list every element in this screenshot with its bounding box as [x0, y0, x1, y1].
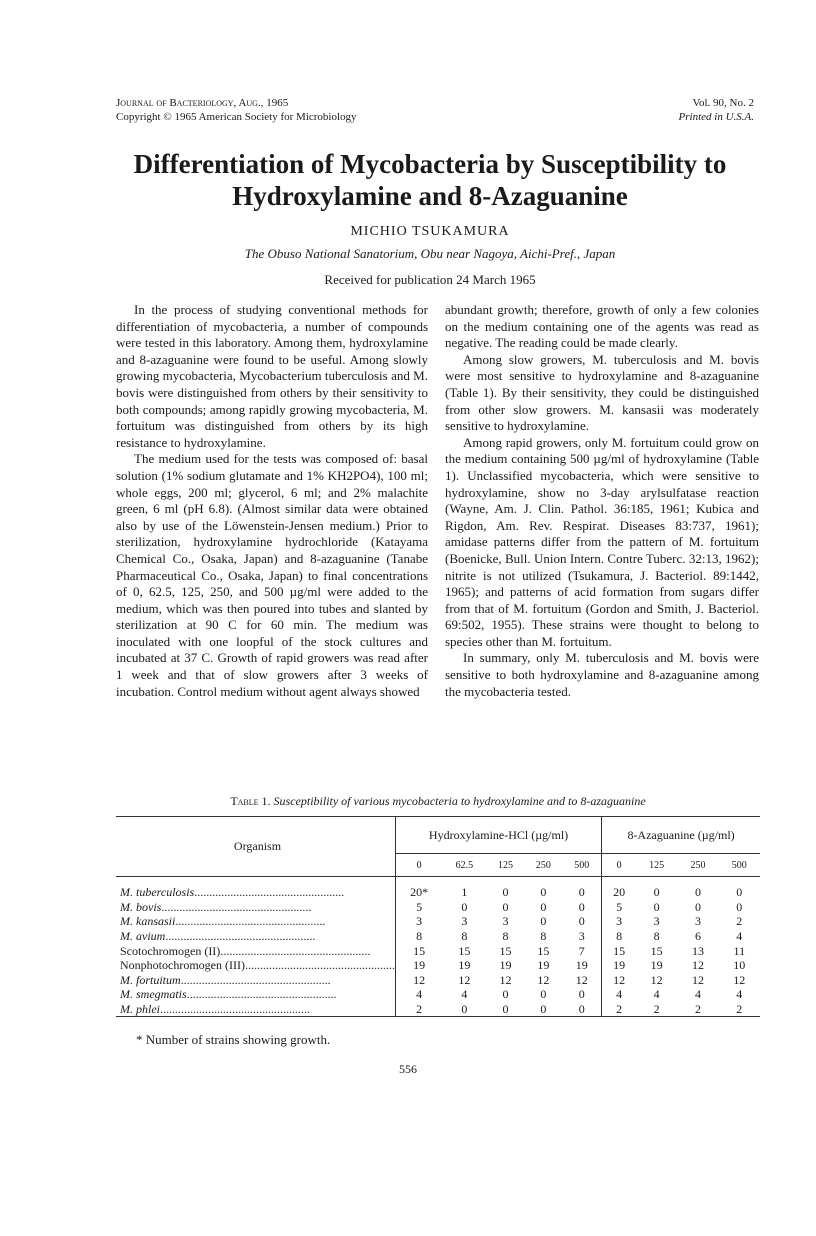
azaguanine-value: 3 [653, 914, 660, 929]
hydroxylamine-value: 3 [461, 914, 468, 929]
running-header-right [679, 96, 754, 124]
hydroxylamine-value: 3 [502, 914, 509, 929]
organism-header: Organism [233, 839, 282, 853]
journal-citation: Journal of Bacteriology, Aug., 1965 [116, 97, 289, 109]
hydroxylamine-value: 0 [502, 885, 509, 900]
hydroxylamine-value: 15 [395, 943, 442, 958]
organism-cell: M. kansasii.................................................. [120, 914, 326, 929]
hydroxylamine-value: 19 [395, 958, 442, 973]
organism-cell: Nonphotochromogen (III).................................................. [120, 958, 395, 973]
table-row [116, 987, 760, 1002]
hydroxylamine-header: Hydroxylamine-HCl (µg/ml) [395, 817, 601, 854]
table-footnote: * Number of strains showing growth. [136, 1032, 331, 1047]
hydroxylamine-value: 0 [461, 899, 468, 914]
paragraph: The medium used for the tests was composed of: basal solution (1% sodium glutamate and 1% KH2PO4), 100 ml; whole eggs, 200 ml; glycerol, 6 ml; and 2% malachite green, 6 ml (pH 6.8). (Almost similar data were obtained also by use of the Löwenstein-Jensen medium.) Prior to sterilization, hydroxylamine hydrochloride (Katayama Chemical Co., Osaka, Japan) and 8-azaguanine (Tanabe Pharmaceutical Co., Osaka, Japan) to final concentrations of 0, 62.5, 125, 250, and 500 µg/ml were added to the medium, which was then poured into tubes and slanted by sterilization at 90 C for 60 min. The medium was inoculated with one loopful of the stock cultures and incubated at 37 C. Growth of rapid growers was read after 1 week and that of slow growers after 3 weeks of incubation. Control medium without agent always showed [116, 451, 428, 699]
right-column [445, 302, 759, 700]
received-date: Received for publication 24 March 1965 [324, 272, 536, 287]
hydroxylamine-value: 0 [578, 885, 585, 900]
hydroxylamine-value: 15 [537, 943, 550, 958]
azaguanine-value: 12 [733, 972, 746, 987]
hydroxylamine-value: 19 [499, 958, 512, 973]
left-column [116, 302, 428, 700]
azaguanine-value: 0 [736, 885, 743, 900]
organism-name: Scotochromogen (II) [120, 943, 221, 958]
azaguanine-value: 12 [650, 972, 663, 987]
printed-in: Printed in U.S.A. [678, 111, 754, 123]
organism-cell: M. phlei.................................................. [116, 1002, 395, 1017]
azaguanine-value: 19 [650, 958, 663, 973]
hydroxylamine-conc-header: 0 [395, 854, 442, 877]
table-row [116, 973, 760, 988]
hydroxylamine-value: 15 [458, 943, 471, 958]
hydroxylamine-value: 0 [540, 987, 547, 1002]
azaguanine-value: 10 [733, 958, 746, 973]
running-header-left [116, 96, 357, 124]
hydroxylamine-value: 12 [395, 973, 442, 988]
azaguanine-value: 19 [602, 958, 636, 973]
hydroxylamine-value: 0 [540, 885, 547, 900]
article-title [90, 148, 770, 212]
hydroxylamine-value: 0 [502, 899, 509, 914]
hydroxylamine-value: 12 [458, 972, 471, 987]
organism-cell: M. smegmatis.................................................. [120, 987, 337, 1002]
hydroxylamine-value: 19 [458, 958, 471, 973]
organism-name: M. phlei [120, 1002, 160, 1017]
table-row [116, 1002, 760, 1017]
hydroxylamine-value: 8 [395, 929, 442, 944]
hydroxylamine-value: 0 [578, 987, 585, 1002]
hydroxylamine-value: 19 [575, 958, 588, 973]
hydroxylamine-value: 8 [540, 929, 547, 944]
azaguanine-value: 0 [653, 899, 660, 914]
page-number: 556 [399, 1062, 417, 1076]
paragraph: Among rapid growers, only M. fortuitum could grow on the medium containing 500 µg/ml of hydroxylamine (Table 1). Unclassified mycobacteria, which were sensitive to hydroxylamine, show no 3-day arylsulfatase reaction (Wayne, Am. J. Clin. Pathol. 36:185, 1961; Kubica and Rigdon, Am. Rev. Respirat. Diseases 83:737, 1961); amidase patterns differ from the pattern of M. fortuitum (Boenicke, Bull. Union Intern. Contre Tuberc. 32:13, 1962); nitrite is not utilized (Tsukamura, J. Bacteriol. 89:1442, 1965); and patterns of acid formation from sugars differ from that of M. fortuitum (Gordon and Smith, J. Bacteriol. 69:502, 1955). These strains were thought to belong to species other than M. fortuitum. [445, 434, 759, 649]
hydroxylamine-value: 1 [461, 885, 468, 900]
volume-issue: Vol. 90, No. 2 [692, 97, 754, 109]
table-header-row [116, 817, 760, 854]
organism-name: Nonphotochromogen (III) [120, 958, 245, 973]
organism-name: M. smegmatis [120, 987, 187, 1002]
table-row [116, 900, 760, 915]
azaguanine-value: 13 [691, 943, 704, 958]
hydroxylamine-value: 0 [562, 1002, 601, 1017]
azaguanine-value: 2 [677, 1002, 718, 1017]
organism-name: M. fortuitum [120, 972, 181, 987]
organism-cell: M. avium.................................................. [120, 929, 316, 944]
hydroxylamine-value: 12 [575, 972, 588, 987]
organism-cell: M. fortuitum.................................................. [120, 972, 331, 987]
table-row [116, 958, 760, 973]
azaguanine-header: 8-Azaguanine (µg/ml) [602, 817, 760, 854]
hydroxylamine-value: 7 [578, 943, 585, 958]
hydroxylamine-value: 19 [537, 958, 550, 973]
organism-name: M. avium [120, 929, 166, 944]
azaguanine-value: 3 [602, 914, 636, 929]
hydroxylamine-value: 12 [499, 972, 512, 987]
table-row [116, 943, 760, 958]
azaguanine-value: 12 [602, 973, 636, 988]
hydroxylamine-value: 12 [537, 972, 550, 987]
table-row [116, 914, 760, 929]
azaguanine-value: 15 [602, 943, 636, 958]
azaguanine-value: 8 [653, 929, 660, 944]
azaguanine-conc-header: 125 [636, 854, 677, 877]
hydroxylamine-value: 0 [578, 899, 585, 914]
copyright-line: Copyright © 1965 American Society for Microbiology [116, 111, 357, 123]
hydroxylamine-value: 3 [395, 914, 442, 929]
hydroxylamine-value: 0 [540, 914, 547, 929]
azaguanine-value: 2 [736, 914, 743, 929]
azaguanine-value: 2 [636, 1002, 677, 1017]
hydroxylamine-value: 0 [524, 1002, 562, 1017]
table-row [116, 929, 760, 944]
azaguanine-value: 4 [653, 987, 660, 1002]
hydroxylamine-value: 0 [442, 1002, 486, 1017]
azaguanine-value: 6 [694, 929, 701, 944]
azaguanine-value: 8 [602, 929, 636, 944]
paragraph: In summary, only M. tuberculosis and M. bovis were sensitive to both hydroxylamine and 8-azaguanine among the mycobacteria tested. [445, 650, 759, 699]
azaguanine-conc-header: 500 [719, 854, 760, 877]
hydroxylamine-value: 15 [499, 943, 512, 958]
azaguanine-value: 2 [719, 1002, 760, 1017]
azaguanine-value: 12 [691, 958, 704, 973]
table-caption [116, 794, 760, 809]
hydroxylamine-value: 4 [395, 987, 442, 1002]
title-line-2: Hydroxylamine and 8-Azaguanine [232, 181, 628, 211]
organism-cell: Scotochromogen (II).................................................. [120, 943, 371, 958]
hydroxylamine-value: 0 [578, 914, 585, 929]
author-name: MICHIO TSUKAMURA [350, 224, 510, 239]
azaguanine-value: 0 [694, 885, 701, 900]
hydroxylamine-value: 2 [395, 1002, 442, 1017]
hydroxylamine-value: 5 [395, 900, 442, 915]
azaguanine-value: 3 [694, 914, 701, 929]
hydroxylamine-value: 4 [461, 987, 468, 1002]
table-caption-text: Susceptibility of various mycobacteria to hydroxylamine and to 8-azaguanine [273, 794, 646, 808]
azaguanine-value: 4 [736, 929, 743, 944]
title-line-1: Differentiation of Mycobacteria by Susceptibility to [133, 149, 727, 179]
table-caption-label: Table 1. [230, 794, 271, 808]
table-row [116, 877, 760, 900]
author-affiliation: The Obuso National Sanatorium, Obu near Nagoya, Aichi-Pref., Japan [244, 246, 616, 261]
paragraph: abundant growth; therefore, growth of only a few colonies on the medium containing one of the agents was read as negative. The reading could be made clearly. [445, 302, 759, 351]
organism-cell: M. tuberculosis.................................................. [120, 885, 345, 900]
azaguanine-value: 2 [602, 1002, 636, 1017]
hydroxylamine-value: 0 [487, 1002, 525, 1017]
azaguanine-value: 0 [694, 899, 701, 914]
azaguanine-value: 15 [650, 943, 663, 958]
organism-name: M. tuberculosis [120, 885, 195, 900]
hydroxylamine-value: 3 [578, 929, 585, 944]
paragraph: Among slow growers, M. tuberculosis and M. bovis were most sensitive to hydroxylamine and 8-azaguanine (Table 1). By their sensitivity, they could be distinguished from other slow growers. M. kansasii was moderately sensitive to hydroxylamine. [445, 351, 759, 434]
hydroxylamine-conc-header: 125 [487, 854, 525, 877]
azaguanine-value: 4 [694, 987, 701, 1002]
paragraph: In the process of studying conventional methods for differentiation of mycobacteria, a number of compounds were tested in this laboratory. Among them, hydroxylamine and 8-azaguanine were found to be useful. Among slowly growing mycobacteria, Mycobacterium tuberculosis and M. bovis were distinguished from others by their sensitivity to both compounds; among rapidly growing mycobacteria, M. fortuitum was distinguished from others by its high resistance to hydroxylamine. [116, 302, 428, 450]
azaguanine-value: 20 [602, 877, 636, 900]
azaguanine-conc-header: 0 [602, 854, 636, 877]
hydroxylamine-conc-header: 250 [524, 854, 562, 877]
azaguanine-value: 4 [602, 987, 636, 1002]
hydroxylamine-value: 0 [502, 987, 509, 1002]
hydroxylamine-value: 0 [540, 899, 547, 914]
hydroxylamine-value: 20* [395, 877, 442, 900]
organism-name: M. bovis [120, 899, 162, 914]
organism-cell: M. bovis.................................................. [120, 899, 312, 914]
hydroxylamine-conc-header: 62.5 [442, 854, 486, 877]
azaguanine-conc-header: 250 [677, 854, 718, 877]
azaguanine-value: 0 [653, 885, 660, 900]
hydroxylamine-conc-header: 500 [562, 854, 601, 877]
azaguanine-value: 4 [736, 987, 743, 1002]
organism-name: M. kansasii [120, 914, 176, 929]
azaguanine-value: 11 [733, 943, 746, 958]
azaguanine-value: 12 [691, 972, 704, 987]
susceptibility-table [116, 816, 760, 1017]
hydroxylamine-value: 8 [502, 929, 509, 944]
hydroxylamine-value: 8 [461, 929, 468, 944]
azaguanine-value: 5 [602, 900, 636, 915]
table-body [116, 877, 760, 1017]
azaguanine-value: 0 [736, 899, 743, 914]
